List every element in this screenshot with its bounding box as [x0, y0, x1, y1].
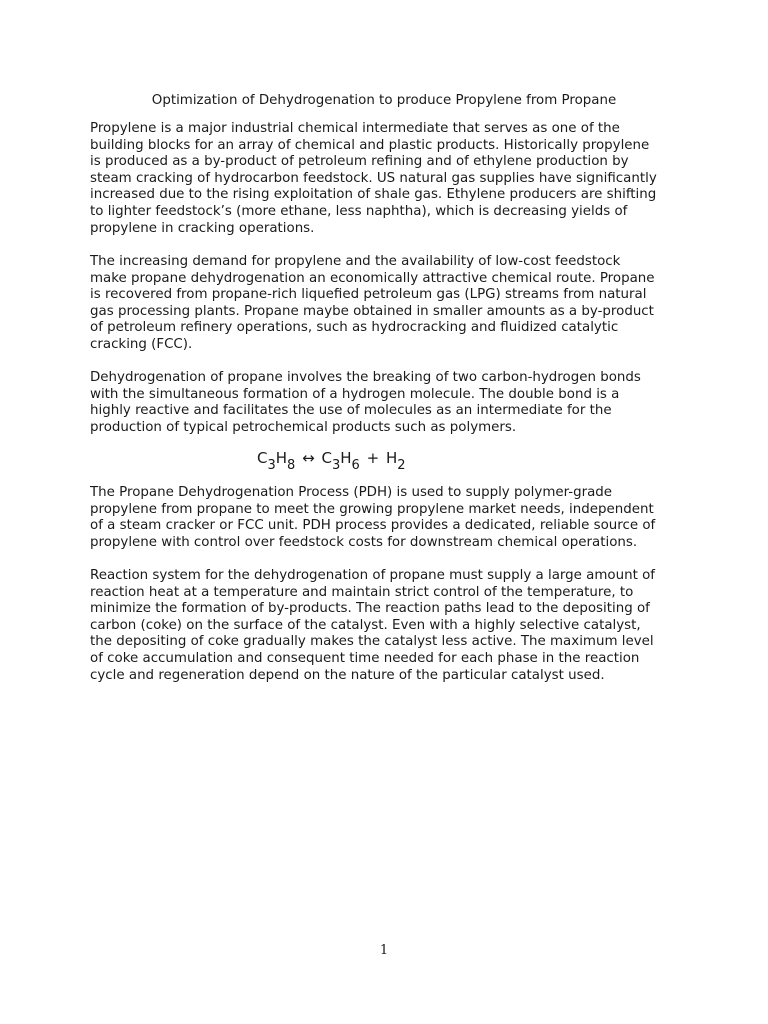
- paragraph-line: gas processing plants. Propane maybe obtained in smaller amounts as a by-product: [90, 303, 654, 319]
- paragraph-line: highly reactive and facilitates the use of molecules as an intermediate for the: [90, 403, 612, 419]
- paragraph-line: minimize the formation of by-products. The reaction paths lead to the depositing of: [90, 601, 650, 617]
- paragraph-line: production of typical petrochemical products such as polymers.: [90, 419, 517, 435]
- paragraph-line: carbon (coke) on the surface of the catalyst. Even with a highly selective catalyst,: [90, 617, 641, 633]
- paragraph-line: propylene in cracking operations.: [90, 220, 315, 236]
- product-hydrogen: H: [340, 449, 352, 467]
- paragraph-line: cycle and regeneration depend on the nature of the particular catalyst used.: [90, 667, 605, 683]
- document-title: Optimization of Dehydrogenation to produce Propylene from Propane: [151, 93, 617, 108]
- paragraph-line: increased due to the rising exploitation of shale gas. Ethylene producers are shifting: [90, 187, 657, 203]
- paragraph-dehydrogenation-mechanism: [90, 370, 690, 436]
- paragraph-line: is recovered from propane-rich liquefied petroleum gas (LPG) streams from natural: [90, 287, 647, 303]
- paragraph-line: Reaction system for the dehydrogenation of propane must supply a large amount of: [90, 568, 655, 583]
- paragraph-line: propylene with control over feedstock costs for downstream chemical operations.: [90, 534, 638, 550]
- reactant-hydrogen-subscript: 8: [287, 458, 296, 473]
- equilibrium-arrow: ↔: [302, 449, 315, 467]
- reactant-carbon-subscript: 3: [267, 458, 276, 473]
- paragraph-line: Dehydrogenation of propane involves the breaking of two carbon-hydrogen bonds: [90, 370, 641, 385]
- page-number: 1: [379, 943, 389, 958]
- paragraph-line: building blocks for an array of chemical and plastic products. Historically propylene: [90, 137, 650, 153]
- plus-sign: +: [366, 449, 380, 467]
- paragraph-line: of petroleum refinery operations, such as hydrocracking and fluidized catalytic: [90, 320, 619, 336]
- product-carbon-subscript: 3: [331, 458, 341, 473]
- paragraph-line: reaction heat at a temperature and maintain strict control of the temperature, to: [90, 584, 634, 600]
- paragraph-reaction-system: [90, 568, 690, 684]
- paragraph-line: cracking (FCC).: [90, 336, 193, 352]
- paragraph-line: is produced as a by-product of petroleum refining and of ethylene production by: [90, 154, 629, 170]
- reaction-equation: [257, 449, 406, 473]
- reactant-hydrogen: H: [275, 449, 288, 467]
- paragraph-line: steam cracking of hydrocarbon feedstock. US natural gas supplies have significantly: [90, 170, 657, 186]
- paragraph-line: the depositing of coke gradually makes the catalyst less active. The maximum level: [90, 634, 654, 650]
- paragraph-line: of coke accumulation and consequent time needed for each phase in the reaction: [90, 650, 640, 666]
- paragraph-pdh-process: [90, 485, 690, 551]
- paragraph-line: make propane dehydrogenation an economically attractive chemical route. Propane: [90, 270, 655, 286]
- hydrogen-molecule: H: [385, 449, 398, 467]
- product-carbon: C: [321, 449, 332, 467]
- paragraph-propane-demand: [90, 254, 690, 354]
- paragraph-line: with the simultaneous formation of a hydrogen molecule. The double bond is a: [90, 386, 620, 402]
- product-hydrogen-subscript: 6: [351, 458, 360, 473]
- paragraph-line: to lighter feedstock’s (more ethane, less naphtha), which is decreasing yields of: [90, 203, 628, 219]
- reactant-carbon: C: [257, 449, 268, 467]
- paragraph-line: Propylene is a major industrial chemical intermediate that serves as one of the: [90, 121, 620, 136]
- paragraph-line: The increasing demand for propylene and the availability of low-cost feedstock: [90, 254, 621, 269]
- paragraph-line: propylene from propane to meet the growing propylene market needs, independent: [90, 501, 654, 517]
- hydrogen-molecule-subscript: 2: [397, 458, 406, 473]
- paragraph-line: The Propane Dehydrogenation Process (PDH) is used to supply polymer-grade: [90, 485, 613, 500]
- paragraph-line: of a steam cracker or FCC unit. PDH process provides a dedicated, reliable source of: [90, 518, 656, 534]
- paragraph-propylene-intro: [90, 121, 690, 237]
